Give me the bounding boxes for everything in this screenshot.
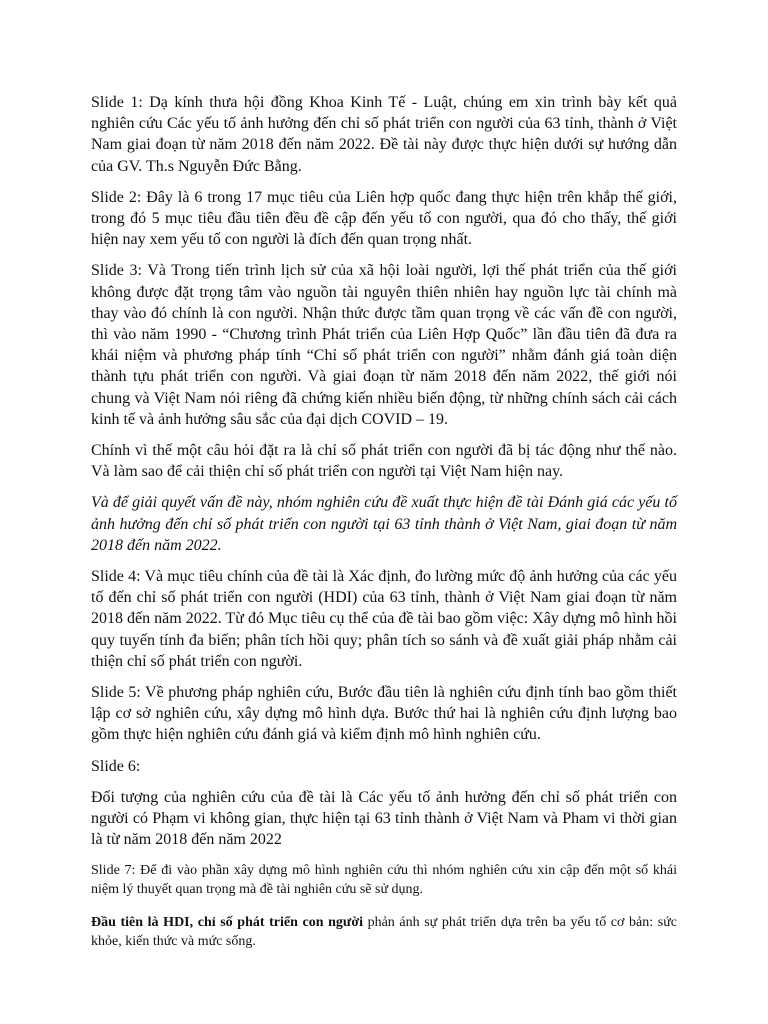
hdi-definition-rest: phản ánh sự phát triển dựa trên ba yếu tố cơ bản: sức khỏe, kiến thức và mức sống.	[91, 914, 678, 949]
paragraph-hdi-definition	[91, 913, 677, 952]
paragraph-research-question: Chính vì thế một câu hỏi đặt ra là chỉ số phát triển con người đã bị tác động như thế nào. Và làm sao để cải thiện chỉ số phát triển con người tại Việt Nam hiện nay.	[91, 442, 677, 481]
paragraph-slide-7: Slide 7: Để đi vào phần xây dựng mô hình nghiên cứu thì nhóm nghiên cứu xin cập đến một số khái niệm lý thuyết quan trọng mà đề tài nghiên cứu sẽ sử dụng.	[91, 862, 677, 897]
paragraph-slide-2: Slide 2: Đây là 6 trong 17 mục tiêu của Liên hợp quốc đang thực hiện trên khắp thế giới, trong đó 5 mục tiêu đầu tiên đều đề cập đến yếu tố con người, qua đó cho thấy, thế giới hiện nay xem yếu tố con người là đích đến quan trọng nhất.	[91, 188, 677, 249]
paragraph-slide-4: Slide 4: Và mục tiêu chính của đề tài là Xác định, đo lường mức độ ảnh hưởng của các yếu tố đến chỉ số phát triển con người (HDI) của 63 tỉnh, thành ở Việt Nam giai đoạn từ năm 2018 đến năm 2022. Từ đó Mục tiêu cụ thể của đề tài bao gồm việc: Xây dựng mô hình hồi quy tuyến tính đa biến; phân tích hồi quy; phân tích so sánh và đề xuất giải pháp nhằm cải thiện chỉ số phát triển con người.	[91, 568, 677, 670]
document-body	[91, 92, 677, 965]
paragraph-slide-3: Slide 3: Và Trong tiến trình lịch sử của xã hội loài người, lợi thế phát triển của thế giới không được đặt trọng tâm vào nguồn tài nguyên thiên nhiên hay nguồn lực tài chính mà thay vào đó chính là con người. Nhận thức được tầm quan trọng về các vấn đề con người, thì vào năm 1990 - “Chương trình Phát triển của Liên Hợp Quốc” lần đầu tiên đã đưa ra khái niệm và phương pháp tính “Chỉ số phát triển con người” nhằm đánh giá toàn diện thành tựu phát triển con người. Và giai đoạn từ năm 2018 đến năm 2022, thế giới nói chung và Việt Nam nói riêng đã chứng kiến nhiều biến động, từ những chính sách cải cách kinh tế và ảnh hưởng sâu sắc của đại dịch COVID – 19.	[91, 262, 677, 428]
paragraph-slide-1: Slide 1: Dạ kính thưa hội đồng Khoa Kinh Tế - Luật, chúng em xin trình bày kết quả nghiên cứu Các yếu tố ảnh hưởng đến chỉ số phát triển con người của 63 tỉnh, thành ở Việt Nam giai đoạn từ năm 2018 đến năm 2022. Đề tài này được thực hiện dưới sự hướng dẫn của GV. Th.s Nguyễn Đức Bằng.	[91, 94, 677, 175]
paragraph-slide-5: Slide 5: Về phương pháp nghiên cứu, Bước đầu tiên là nghiên cứu định tính bao gồm thiết lập cơ sở nghiên cứu, xây dựng mô hình dựa. Bước thứ hai là nghiên cứu định lượng bao gồm thực hiện nghiên cứu đánh giá và kiểm định mô hình nghiên cứu.	[91, 684, 677, 744]
paragraph-slide-6: Đối tượng của nghiên cứu của đề tài là Các yếu tố ảnh hưởng đến chỉ số phát triển con người có Phạm vi không gian, thực hiện tại 63 tỉnh thành ở Việt Nam và Pham vi thời gian là từ năm 2018 đến năm 2022	[91, 788, 677, 849]
paragraph-topic-proposal: Và để giải quyết vấn đề này, nhóm nghiên cứu đề xuất thực hiện đề tài Đánh giá các yếu tố ảnh hưởng đến chỉ số phát triển con người tại 63 tỉnh thành ở Việt Nam, giai đoạn từ năm 2018 đến năm 2022.	[91, 494, 677, 554]
paragraph-slide-6-heading: Slide 6:	[91, 757, 141, 775]
hdi-definition-bold: Đầu tiên là HDI, chỉ số phát triển con người	[91, 914, 363, 930]
